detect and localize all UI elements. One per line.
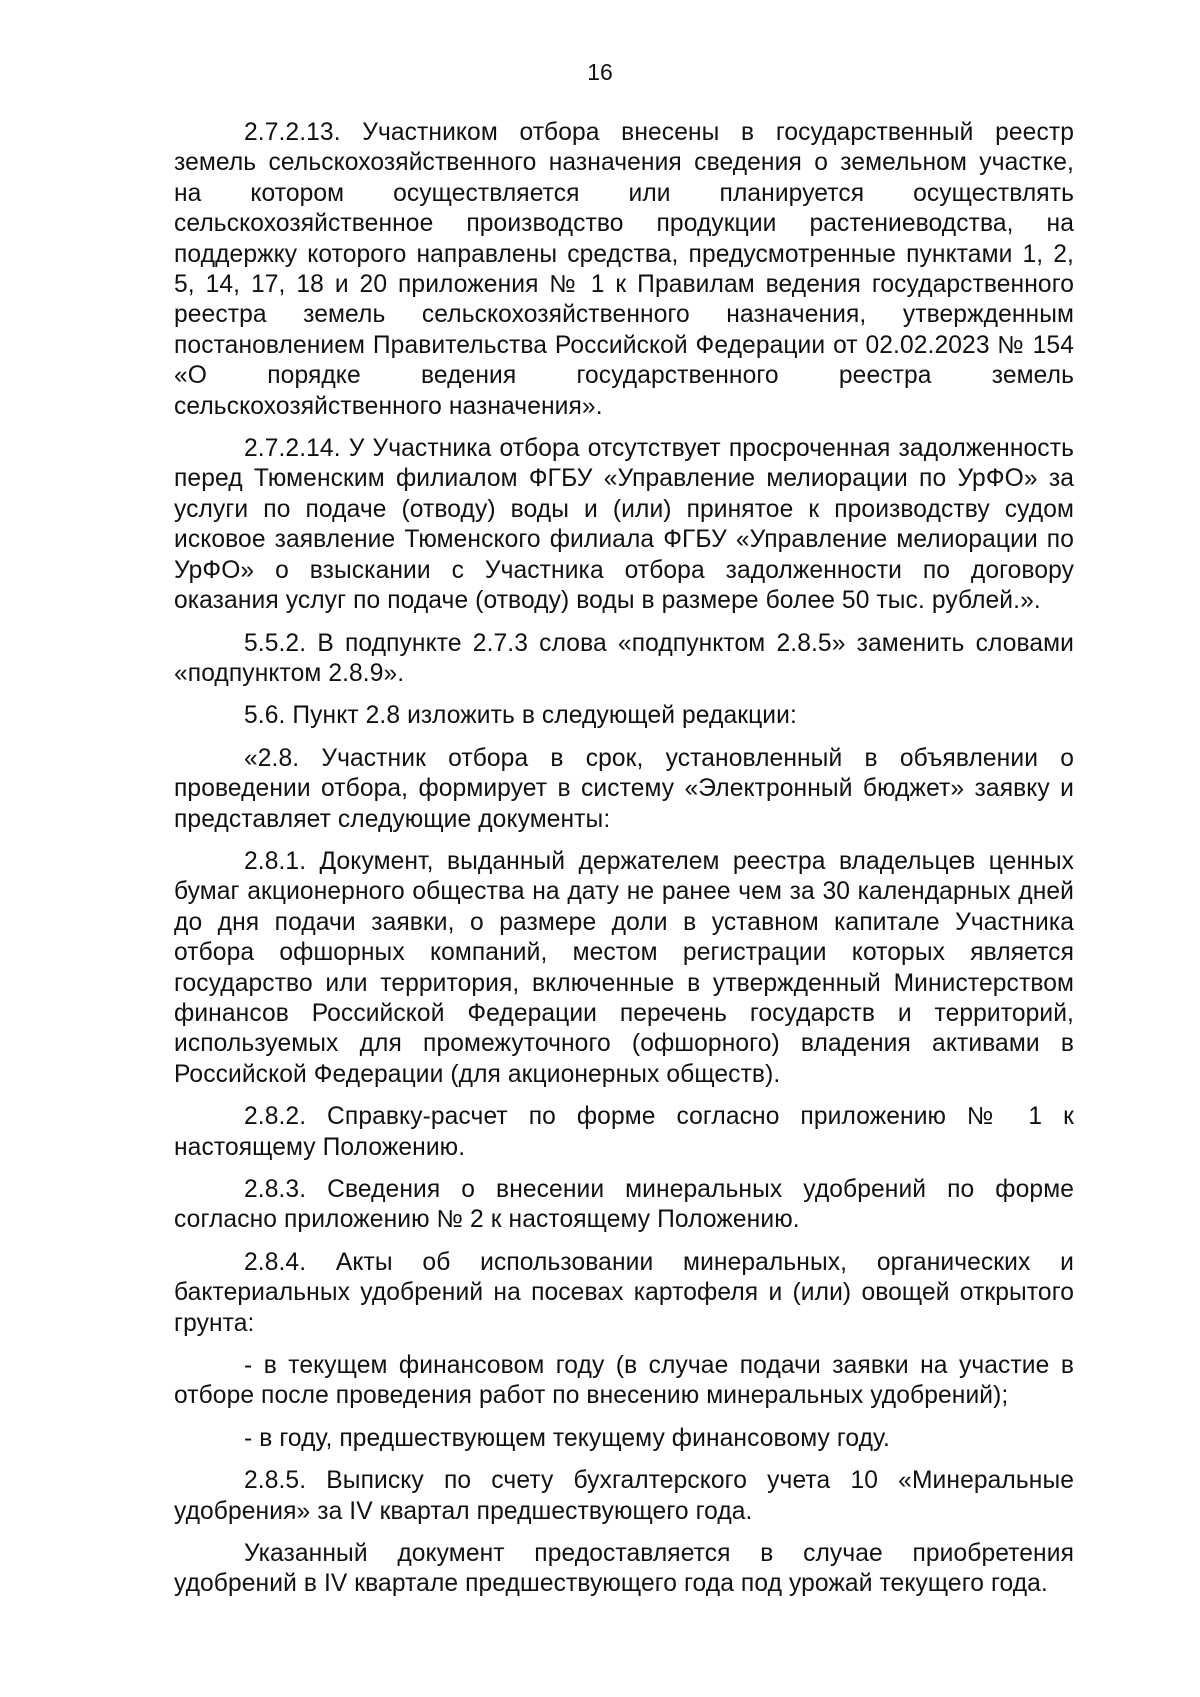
- document-body: [174, 118, 1074, 1612]
- paragraph-2-8-5: 2.8.5. Выписку по счету бухгалтерского учета 10 «Минеральные удобрения» за IV квартал предшествующего года.: [174, 1467, 1074, 1525]
- paragraph-2-8-1: 2.8.1. Документ, выданный держателем реестра владельцев ценных бумаг акционерного общества на дату не ранее чем за 30 календарных дней до дня подачи заявки, о размере доли в уставном капитале Участника отбора офшорных компаний, местом регистрации которых является государство или территория, включенные в утвержденный Министерством финансов Российской Федерации перечень государств и территорий, используемых для промежуточного (офшорного) владения активами в Российской Федерации (для акционерных обществ).: [174, 847, 1074, 1088]
- paragraph-2-8: «2.8. Участник отбора в срок, установленный в объявлении о проведении отбора, формирует в систему «Электронный бюджет» заявку и представляет следующие документы:: [174, 744, 1074, 833]
- paragraph-5-5-2: 5.5.2. В подпункте 2.7.3 слова «подпунктом 2.8.5» заменить словами «подпунктом 2.8.9».: [174, 629, 1074, 687]
- paragraph-5-6: 5.6. Пункт 2.8 изложить в следующей редакции:: [244, 702, 797, 730]
- paragraph-2-8-4: 2.8.4. Акты об использовании минеральных, органических и бактериальных удобрений на посевах картофеля и (или) овощей открытого грунта:: [174, 1248, 1074, 1337]
- paragraph-2-8-3: 2.8.3. Сведения о внесении минеральных удобрений по форме согласно приложению № 2 к настоящему Положению.: [174, 1176, 1074, 1234]
- paragraph-2-7-2-13: 2.7.2.13. Участником отбора внесены в государственный реестр земель сельскохозяйственного назначения сведения о земельном участке, на котором осуществляется или планируется осуществлять сельскохозяйственное производство продукции растениеводства, на поддержку которого направлены средства, предусмотренные пунктами 1, 2, 5, 14, 17, 18 и 20 приложения № 1 к Правилам ведения государственного реестра земель сельскохозяйственного назначения, утвержденным постановлением Правительства Российской Федерации от 02.02.2023 № 154 «О порядке ведения государственного реестра земель сельскохозяйственного назначения».: [174, 119, 1074, 420]
- paragraph-2-8-2: 2.8.2. Справку-расчет по форме согласно приложению № 1 к настоящему Положению.: [174, 1103, 1074, 1161]
- list-item-previous-year: - в году, предшествующем текущему финансовому году.: [244, 1424, 890, 1452]
- paragraph-document-note: Указанный документ предоставляется в случае приобретения удобрений в IV квартале предшествующего года под урожай текущего года.: [174, 1540, 1074, 1598]
- list-item-current-year: - в текущем финансовом году (в случае подачи заявки на участие в отборе после проведения работ по внесению минеральных удобрений);: [174, 1352, 1074, 1410]
- paragraph-2-7-2-14: 2.7.2.14. У Участника отбора отсутствует просроченная задолженность перед Тюменским филиалом ФГБУ «Управление мелиорации по УрФО» за услуги по подаче (отводу) воды и (или) принятое к производству судом исковое заявление Тюменского филиала ФГБУ «Управление мелиорации по УрФО» о взыскании с Участника отбора задолженности по договору оказания услуг по подаче (отводу) воды в размере более 50 тыс. рублей.».: [174, 435, 1074, 615]
- page-number: 16: [587, 59, 613, 85]
